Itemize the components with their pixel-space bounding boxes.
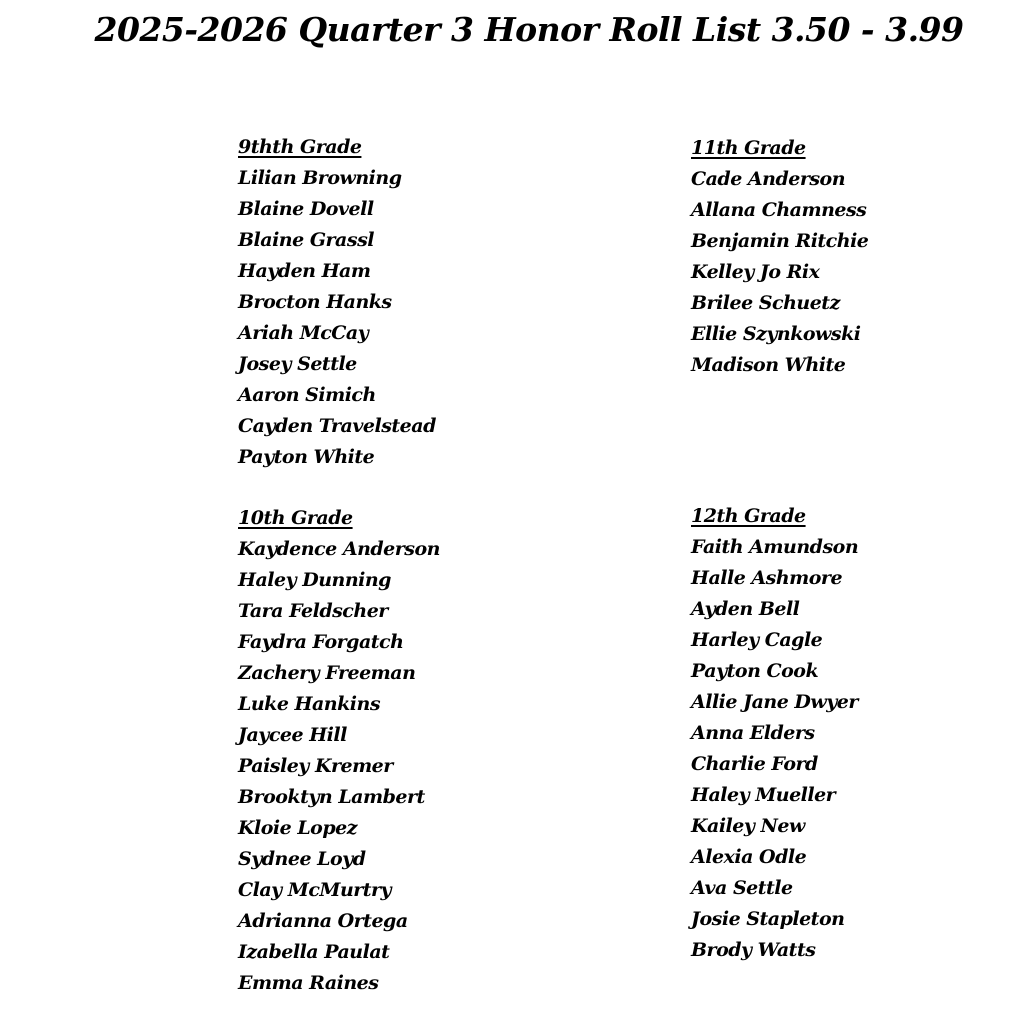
student-name: Hayden Ham bbox=[238, 260, 371, 282]
student-name: Emma Raines bbox=[238, 972, 379, 994]
name-list bbox=[238, 163, 436, 473]
student-name: Paisley Kremer bbox=[238, 755, 393, 777]
student-name: Lilian Browning bbox=[238, 167, 402, 189]
student-name: Cayden Travelstead bbox=[238, 415, 436, 437]
student-name: Ava Settle bbox=[691, 877, 793, 899]
student-name: Ayden Bell bbox=[691, 598, 800, 620]
grade-10-section bbox=[238, 503, 440, 999]
student-name: Izabella Paulat bbox=[238, 941, 390, 963]
student-name: Benjamin Ritchie bbox=[691, 230, 869, 252]
student-name: Payton White bbox=[238, 446, 375, 468]
student-name: Brooktyn Lambert bbox=[238, 786, 425, 808]
page-title: 2025-2026 Quarter 3 Honor Roll List 3.50 - 3.99 bbox=[94, 10, 964, 49]
name-list bbox=[691, 164, 868, 381]
student-name: Brody Watts bbox=[691, 939, 816, 961]
student-name: Faith Amundson bbox=[691, 536, 859, 558]
student-name: Harley Cagle bbox=[691, 629, 823, 651]
grade-12-section bbox=[691, 501, 858, 966]
student-name: Madison White bbox=[691, 354, 846, 376]
student-name: Ariah McCay bbox=[238, 322, 369, 344]
section-heading: 9thth Grade bbox=[238, 136, 362, 158]
section-heading: 12th Grade bbox=[691, 505, 806, 527]
student-name: Payton Cook bbox=[691, 660, 819, 682]
grade-11-section bbox=[691, 133, 868, 381]
grade-9-section bbox=[238, 132, 436, 473]
student-name: Anna Elders bbox=[691, 722, 815, 744]
student-name: Blaine Grassl bbox=[238, 229, 374, 251]
student-name: Zachery Freeman bbox=[238, 662, 416, 684]
section-heading: 10th Grade bbox=[238, 507, 353, 529]
student-name: Brocton Hanks bbox=[238, 291, 392, 313]
student-name: Clay McMurtry bbox=[238, 879, 392, 901]
student-name: Adrianna Ortega bbox=[238, 910, 408, 932]
student-name: Josey Settle bbox=[238, 353, 357, 375]
student-name: Kailey New bbox=[691, 815, 805, 837]
student-name: Jaycee Hill bbox=[238, 724, 347, 746]
student-name: Allana Chamness bbox=[691, 199, 867, 221]
student-name: Cade Anderson bbox=[691, 168, 846, 190]
student-name: Kaydence Anderson bbox=[238, 538, 440, 560]
student-name: Aaron Simich bbox=[238, 384, 376, 406]
student-name: Blaine Dovell bbox=[238, 198, 374, 220]
student-name: Sydnee Loyd bbox=[238, 848, 366, 870]
student-name: Charlie Ford bbox=[691, 753, 818, 775]
student-name: Brilee Schuetz bbox=[691, 292, 840, 314]
student-name: Allie Jane Dwyer bbox=[691, 691, 858, 713]
student-name: Luke Hankins bbox=[238, 693, 381, 715]
name-list bbox=[691, 532, 858, 966]
student-name: Alexia Odle bbox=[691, 846, 807, 868]
student-name: Ellie Szynkowski bbox=[691, 323, 861, 345]
student-name: Haley Dunning bbox=[238, 569, 391, 591]
student-name: Josie Stapleton bbox=[691, 908, 845, 930]
student-name: Faydra Forgatch bbox=[238, 631, 404, 653]
student-name: Kloie Lopez bbox=[238, 817, 358, 839]
student-name: Kelley Jo Rix bbox=[691, 261, 820, 283]
section-heading: 11th Grade bbox=[691, 137, 806, 159]
student-name: Tara Feldscher bbox=[238, 600, 388, 622]
name-list bbox=[238, 534, 440, 999]
student-name: Haley Mueller bbox=[691, 784, 836, 806]
student-name: Halle Ashmore bbox=[691, 567, 843, 589]
